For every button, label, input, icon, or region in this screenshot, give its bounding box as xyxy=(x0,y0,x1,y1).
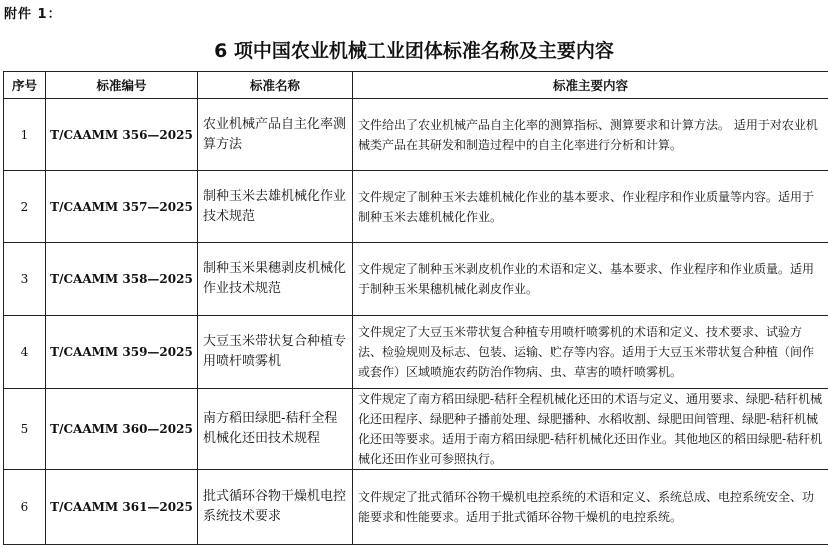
cell-code: T/CAAMM 360—2025 xyxy=(46,389,198,470)
table-row xyxy=(4,470,828,545)
cell-name: 制种玉米果穗剥皮机械化作业技术规范 xyxy=(198,243,353,316)
cell-code: T/CAAMM 357—2025 xyxy=(46,171,198,243)
cell-no: 2 xyxy=(4,171,46,243)
standards-table xyxy=(3,71,828,545)
table-row xyxy=(4,243,828,316)
cell-content: 文件规定了制种玉米剥皮机作业的术语和定义、基本要求、作业程序和作业质量。适用于制种玉米果穗机械化剥皮作业。 xyxy=(353,243,828,316)
table-row xyxy=(4,99,828,171)
table-row xyxy=(4,316,828,389)
column-header-content: 标准主要内容 xyxy=(353,72,828,99)
cell-no: 4 xyxy=(4,316,46,389)
cell-code: T/CAAMM 359—2025 xyxy=(46,316,198,389)
cell-name: 大豆玉米带状复合种植专用喷杆喷雾机 xyxy=(198,316,353,389)
cell-content: 文件规定了制种玉米去雄机械化作业的基本要求、作业程序和作业质量等内容。适用于制种玉米去雄机械化作业。 xyxy=(353,171,828,243)
cell-no: 1 xyxy=(4,99,46,171)
cell-name: 制种玉米去雄机械化作业技术规范 xyxy=(198,171,353,243)
cell-content: 文件规定了大豆玉米带状复合种植专用喷杆喷雾机的术语和定义、技术要求、试验方法、检验规则及标志、包装、运输、贮存等内容。适用于大豆玉米带状复合种植（间作或套作）区域喷施农药防治作物病、虫、草害的喷杆喷雾机。 xyxy=(353,316,828,389)
cell-code: T/CAAMM 361—2025 xyxy=(46,470,198,545)
cell-name: 南方稻田绿肥-秸秆全程机械化还田技术规程 xyxy=(198,389,353,470)
cell-content: 文件规定了批式循环谷物干燥机电控系统的术语和定义、系统总成、电控系统安全、功能要求和性能要求。适用于批式循环谷物干燥机的电控系统。 xyxy=(353,470,828,545)
cell-code: T/CAAMM 358—2025 xyxy=(46,243,198,316)
cell-content: 文件给出了农业机械产品自主化率的测算指标、测算要求和计算方法。 适用于对农业机械类产品在其研发和制造过程中的自主化率进行分析和计算。 xyxy=(353,99,828,171)
cell-name: 农业机械产品自主化率测算方法 xyxy=(198,99,353,171)
cell-no: 6 xyxy=(4,470,46,545)
table-header-row xyxy=(4,72,828,99)
table-row xyxy=(4,171,828,243)
column-header-code: 标准编号 xyxy=(46,72,198,99)
cell-code: T/CAAMM 356—2025 xyxy=(46,99,198,171)
page-title: 6 项中国农业机械工业团体标准名称及主要内容 xyxy=(0,36,828,63)
cell-no: 5 xyxy=(4,389,46,470)
table-row xyxy=(4,389,828,470)
column-header-name: 标准名称 xyxy=(198,72,353,99)
attachment-label: 附件 1： xyxy=(4,3,62,22)
column-header-no: 序号 xyxy=(4,72,46,99)
cell-content: 文件规定了南方稻田绿肥-秸秆全程机械化还田的术语与定义、通用要求、绿肥-秸秆机械化还田程序、绿肥种子播前处理、绿肥播种、水稻收割、绿肥田间管理、绿肥-秸秆机械化还田等要求。适用于南方稻田绿肥-秸秆机械化还田作业。其他地区的稻田绿肥-秸秆机械化还田作业可参照执行。 xyxy=(353,389,828,470)
cell-name: 批式循环谷物干燥机电控系统技术要求 xyxy=(198,470,353,545)
cell-no: 3 xyxy=(4,243,46,316)
